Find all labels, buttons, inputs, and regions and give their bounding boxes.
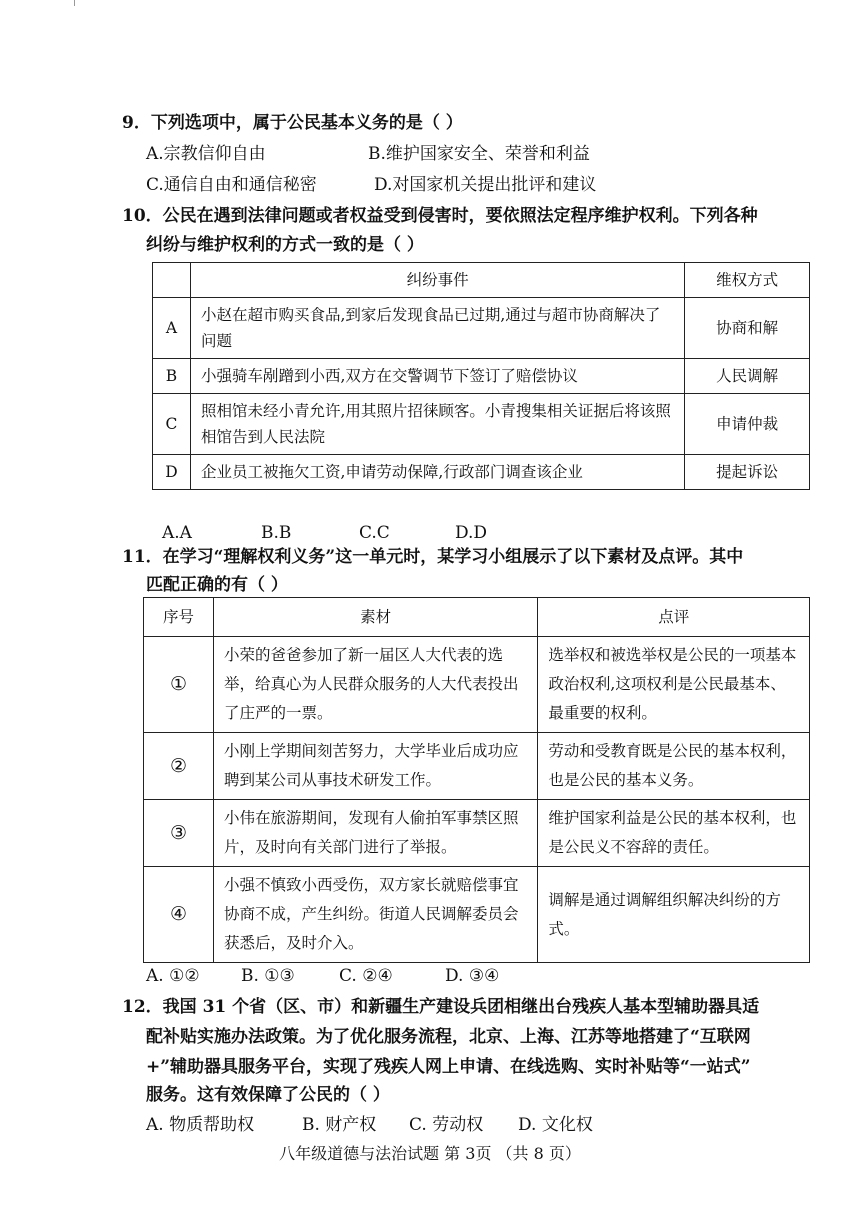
q11-option-a: A. ①② <box>146 966 200 986</box>
row-number: ① <box>144 637 214 733</box>
q11-option-c: C. ②④ <box>339 966 393 986</box>
row-number: ③ <box>144 800 214 867</box>
page-footer: 八年级道德与法治试题 第 3页 （共 8 页） <box>279 1144 581 1163</box>
table-row <box>153 298 810 359</box>
row-number: ② <box>144 733 214 800</box>
comment-cell: 调解是通过调解组织解决纠纷的方式。 <box>538 867 810 963</box>
q9-stem: 9．下列选项中，属于公民基本义务的是（ ） <box>122 113 463 133</box>
material-cell: 小荣的爸爸参加了新一届区人大代表的选举，给真心为人民群众服务的人大代表投出了庄严的一票。 <box>213 637 537 733</box>
material-cell: 小刚上学期间刻苦努力，大学毕业后成功应聘到某公司从事技术研发工作。 <box>213 733 537 800</box>
table-row <box>153 455 810 490</box>
header-cell: 素材 <box>213 598 537 637</box>
q10-option-a: A.A <box>162 523 192 543</box>
q12-stem-line1: 12．我国 31 个省（区、市）和新疆生产建设兵团相继出台残疾人基本型辅助器具适 <box>122 997 760 1017</box>
q9-option-c: C.通信自由和通信秘密 <box>146 175 317 195</box>
header-cell: 维权方式 <box>685 263 810 298</box>
table-row <box>144 637 810 733</box>
q12-stem-line4: 服务。这有效保障了公民的（ ） <box>146 1085 390 1105</box>
table-row <box>144 800 810 867</box>
method-cell: 申请仲裁 <box>685 394 810 455</box>
q10-option-d: D.D <box>455 523 488 543</box>
q11-option-d: D. ③④ <box>445 966 500 986</box>
q12-stem-line2: 配补贴实施办法政策。为了优化服务流程，北京、上海、江苏等地搭建了“互联网 <box>146 1027 751 1047</box>
q11-option-b: B. ①③ <box>241 966 295 986</box>
q10-stem-line2: 纠纷与维护权利的方式一致的是（ ） <box>146 235 424 255</box>
row-label: B <box>153 359 191 394</box>
method-cell: 人民调解 <box>685 359 810 394</box>
q10-stem-line1: 10．公民在遇到法律问题或者权益受到侵害时，要依照法定程序维护权利。下列各种 <box>122 206 758 226</box>
q10-option-b: B.B <box>261 523 292 543</box>
q10-option-c: C.C <box>359 523 390 543</box>
row-label: A <box>153 298 191 359</box>
header-cell <box>153 263 191 298</box>
q9-option-d: D.对国家机关提出批评和建议 <box>374 175 597 195</box>
material-cell: 小伟在旅游期间，发现有人偷拍军事禁区照片，及时向有关部门进行了举报。 <box>213 800 537 867</box>
table-row <box>153 394 810 455</box>
row-label: D <box>153 455 191 490</box>
comment-cell: 劳动和受教育既是公民的基本权利，也是公民的基本义务。 <box>538 733 810 800</box>
comment-cell: 选举权和被选举权是公民的一项基本政治权利,这项权利是公民最基本、最重要的权利。 <box>538 637 810 733</box>
method-cell: 提起诉讼 <box>685 455 810 490</box>
table-row <box>144 733 810 800</box>
q12-stem-line3: +”辅助器具服务平台，实现了残疾人网上申请、在线选购、实时补贴等“一站式” <box>146 1057 751 1077</box>
q10-table <box>152 262 810 490</box>
comment-cell: 维护国家利益是公民的基本权利，也是公民义不容辞的责任。 <box>538 800 810 867</box>
q11-stem-line2: 匹配正确的有（ ） <box>146 575 288 595</box>
q12-option-b: B. 财产权 <box>302 1115 377 1135</box>
event-cell: 小赵在超市购买食品,到家后发现食品已过期,通过与超市协商解决了问题 <box>190 298 684 359</box>
table-row <box>144 867 810 963</box>
scan-mark <box>74 0 75 6</box>
table-header-row <box>153 263 810 298</box>
row-label: C <box>153 394 191 455</box>
table-row <box>153 359 810 394</box>
q12-option-c: C. 劳动权 <box>409 1115 484 1135</box>
material-cell: 小强不慎致小西受伤，双方家长就赔偿事宜协商不成，产生纠纷。街道人民调解委员会获悉后，及时介入。 <box>213 867 537 963</box>
method-cell: 协商和解 <box>685 298 810 359</box>
q11-table <box>143 597 810 963</box>
q9-option-b: B.维护国家安全、荣誉和利益 <box>368 144 590 164</box>
header-cell: 点评 <box>538 598 810 637</box>
event-cell: 照相馆未经小青允许,用其照片招徕顾客。小青搜集相关证据后将该照相馆告到人民法院 <box>190 394 684 455</box>
header-cell: 纠纷事件 <box>190 263 684 298</box>
q11-stem-line1: 11．在学习“理解权利义务”这一单元时，某学习小组展示了以下素材及点评。其中 <box>122 547 744 567</box>
event-cell: 企业员工被拖欠工资,申请劳动保障,行政部门调查该企业 <box>190 455 684 490</box>
header-cell: 序号 <box>144 598 214 637</box>
table-header-row <box>144 598 810 637</box>
q12-option-d: D. 文化权 <box>518 1115 593 1135</box>
q9-option-a: A.宗教信仰自由 <box>146 144 266 164</box>
event-cell: 小强骑车剐蹭到小西,双方在交警调节下签订了赔偿协议 <box>190 359 684 394</box>
q12-option-a: A. 物质帮助权 <box>146 1115 255 1135</box>
row-number: ④ <box>144 867 214 963</box>
